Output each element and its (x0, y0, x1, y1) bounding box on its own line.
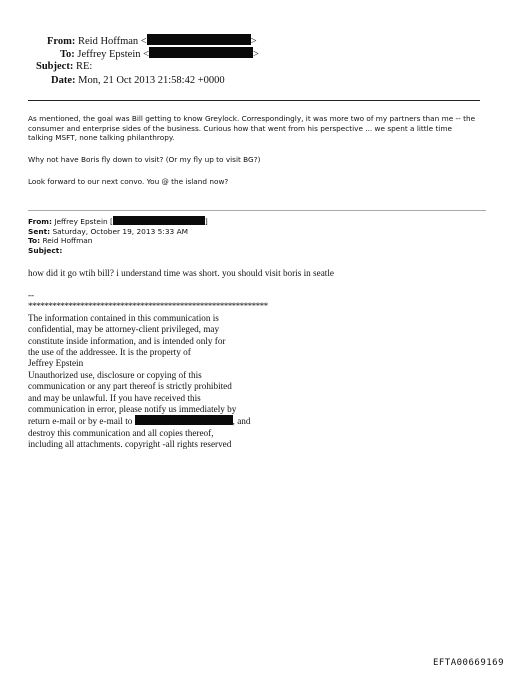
reply-paragraph-2: Why not have Boris fly down to visit? (Or my fly up to visit BG?) (28, 155, 261, 164)
original-to-label: To: (28, 236, 41, 246)
original-from-label: From: (28, 217, 52, 226)
reply-paragraph-1 (28, 114, 488, 143)
from-label: From: (47, 36, 76, 47)
disclaimer-line: Unauthorized use, disclosure or copying of this (28, 369, 202, 380)
disclaimer-line: communication or any part thereof is strictly prohibited (28, 381, 232, 392)
signature-stars: ************************************************************ (28, 301, 268, 312)
header-subject (36, 61, 92, 72)
original-sent-value: Saturday, October 19, 2013 5:33 AM (52, 226, 189, 236)
original-body: how did it go wtih bill? i understand time was short. you should visit boris in seatle (28, 268, 334, 278)
to-close: > (253, 49, 259, 60)
header-from (47, 34, 257, 47)
date-value: Mon, 21 Oct 2013 21:58:42 +0000 (78, 75, 225, 86)
original-subject (28, 246, 208, 256)
disclaimer-line: The information contained in this communication is (28, 312, 219, 323)
header-date (51, 75, 225, 86)
subject-label: Subject: (36, 61, 74, 72)
to-value: Jeffrey Epstein < (77, 49, 150, 60)
reply-line: consumer and enterprise sides of the business. Curious how that went from his perspective ... we spent a little time (28, 123, 452, 133)
original-from-close: ] (204, 217, 208, 226)
original-from-value: Jeffrey Epstein [ (54, 217, 113, 226)
original-to (28, 236, 208, 246)
subject-value: RE: (75, 61, 93, 72)
redaction-bar (147, 34, 251, 45)
reply-line: talking MSFT, none talking philanthropy. (28, 133, 175, 143)
disclaimer-email-line (28, 415, 268, 427)
reply-paragraph-3: Look forward to our next convo. You @ the island now? (28, 177, 229, 186)
message-divider (28, 210, 486, 211)
original-subject-label: Subject: (28, 245, 63, 255)
to-label: To: (60, 49, 75, 60)
disclaimer-line: Jeffrey Epstein (28, 358, 84, 369)
signature-dashes: -- (28, 290, 35, 300)
original-sent (28, 227, 208, 237)
disclaimer-line: constitute inside information, and is intended only for (28, 335, 226, 346)
disclaimer-line: and may be unlawful. If you have received this (28, 392, 201, 403)
disclaimer-line: communication in error, please notify us immediately by (28, 404, 237, 415)
email-line-prefix: return e-mail or by e-mail to (28, 416, 133, 427)
email-line-suffix: , and (232, 416, 251, 427)
from-value: Reid Hoffman < (78, 36, 147, 47)
header-divider (28, 100, 480, 101)
header-to (60, 47, 259, 60)
redaction-bar (113, 216, 205, 225)
disclaimer-line: the use of the addressee. It is the property of (28, 347, 191, 358)
original-header (28, 216, 208, 255)
from-close: > (250, 36, 257, 47)
reply-line: As mentioned, the goal was Bill getting to know Greylock. Correspondingly, it was more two of my partners than me -- the (28, 114, 476, 123)
redaction-bar (149, 47, 253, 58)
date-label: Date: (51, 75, 76, 86)
signature-block (28, 290, 268, 451)
bates-number: EFTA00669169 (432, 658, 504, 668)
original-from (28, 216, 208, 227)
original-sent-label: Sent: (28, 226, 51, 236)
disclaimer-line: destroy this communication and all copies thereof, (28, 427, 214, 438)
disclaimer-line: confidential, may be attorney-client privileged, may (28, 324, 220, 335)
redaction-bar (135, 415, 233, 425)
disclaimer-line: including all attachments. copyright -all rights reserved (28, 439, 232, 450)
original-to-value: Reid Hoffman (42, 236, 93, 246)
